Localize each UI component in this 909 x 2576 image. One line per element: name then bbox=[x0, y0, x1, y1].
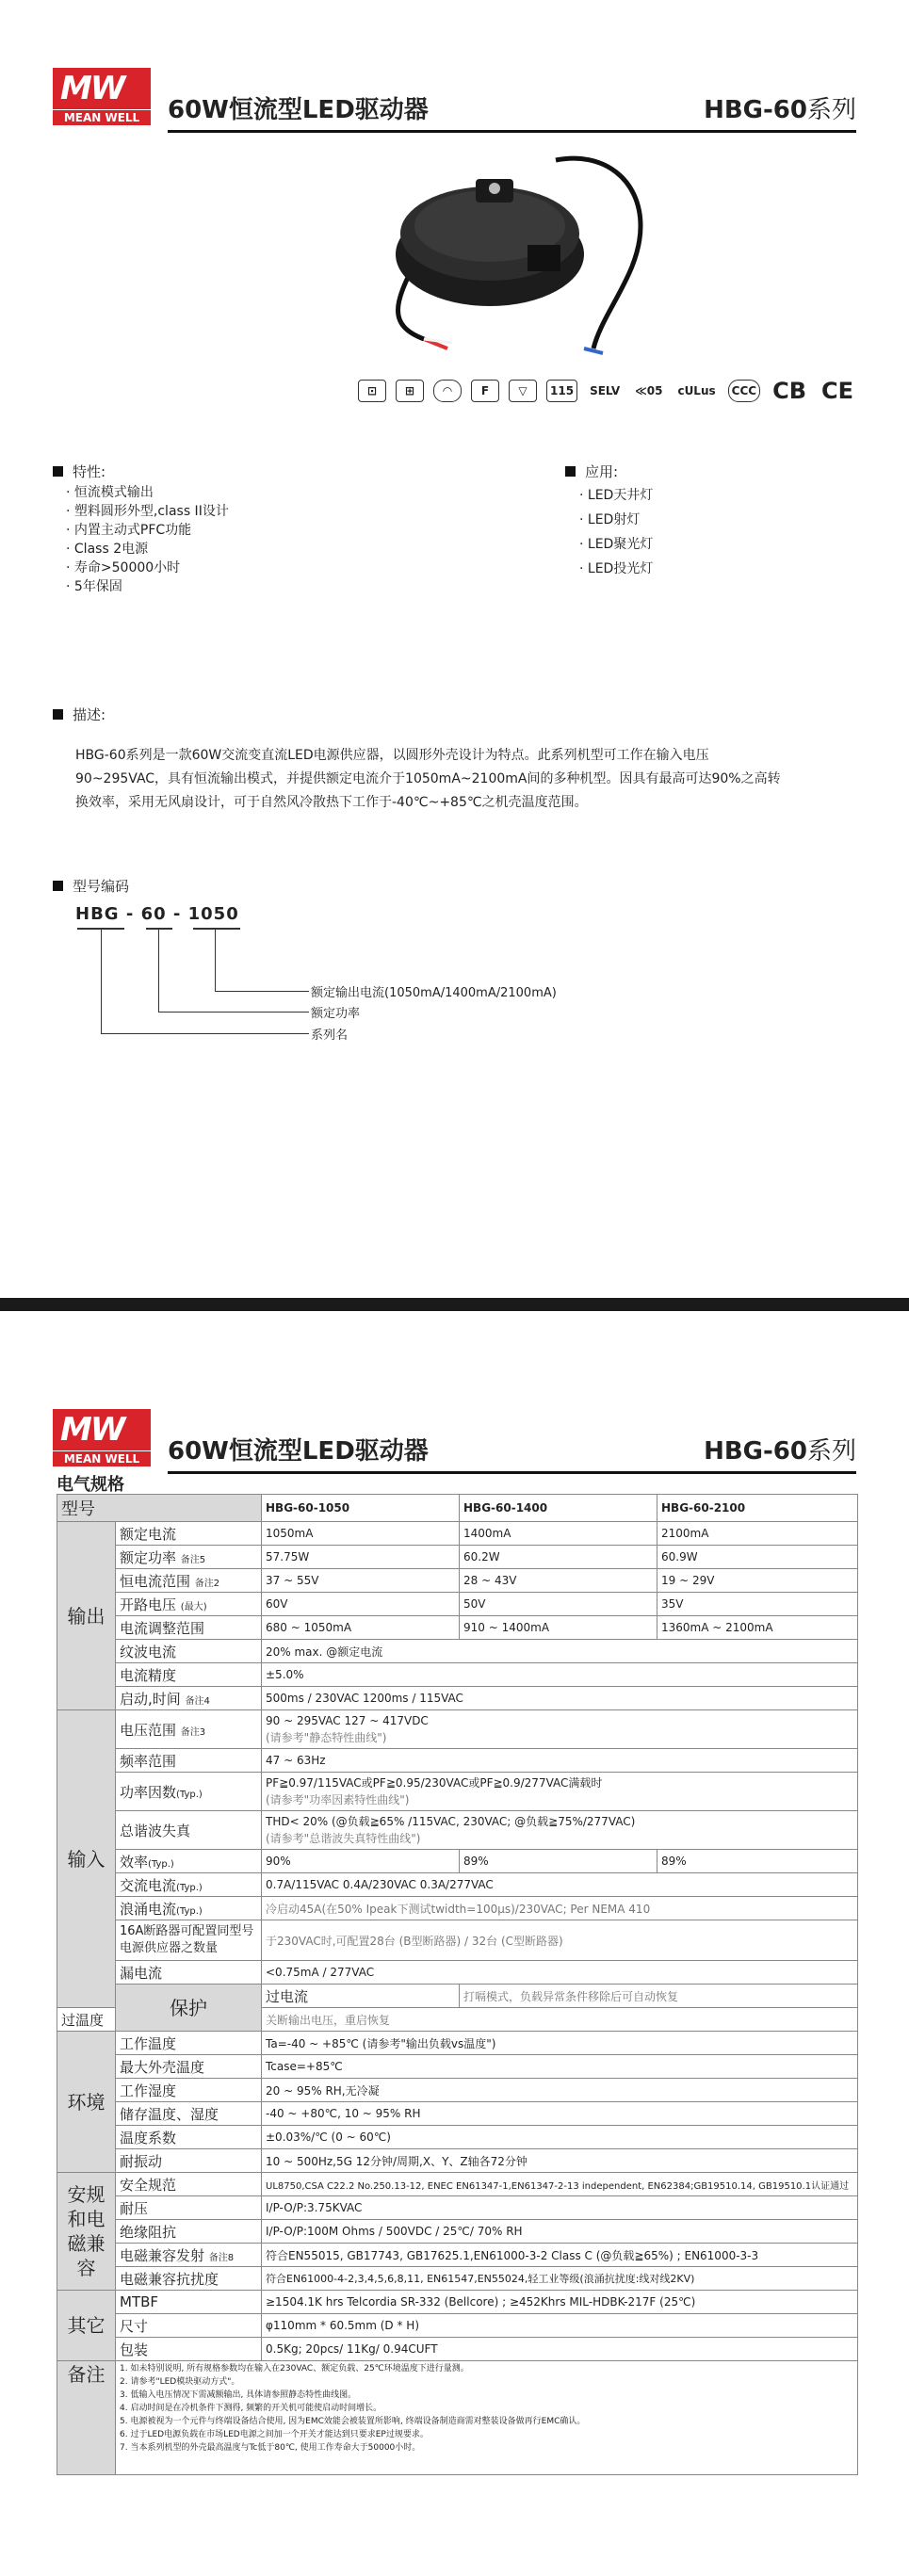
table-row: 其它 MTBF ≥1504.1K hrs Telcordia SR-332 (Bellcore) ; ≥452Khrs MIL-HDBK-217F (25℃) bbox=[57, 2291, 858, 2314]
row-label: 过电流 bbox=[262, 1985, 460, 2008]
table-row: 功率因数(Typ.) PF≧0.97/115VAC或PF≧0.95/230VAC或PF≧0.9/277VAC满载时 (请参考"功率因素特性曲线") bbox=[57, 1773, 858, 1811]
model-code: HBG - 60 - 1050 bbox=[75, 904, 239, 924]
table-row: 储存温度、湿度 -40 ~ +80℃, 10 ~ 95% RH bbox=[57, 2102, 858, 2126]
cert-mark: CCC bbox=[728, 380, 760, 402]
table-row: 开路电压 (最大) 60V 50V 35V bbox=[57, 1593, 858, 1616]
cert-mark: ≪05 bbox=[635, 384, 663, 397]
cert-mark: CB bbox=[772, 378, 806, 404]
group-others: 其它 bbox=[57, 2291, 116, 2361]
table-row: 电流调整范围 680 ~ 1050mA 910 ~ 1400mA 1360mA ~ 2100mA bbox=[57, 1616, 858, 1640]
table-row: 保护 过电流 打嗝模式，负载异常条件移除后可自动恢复 bbox=[57, 1985, 858, 2008]
row-label: 温度系数 bbox=[116, 2126, 262, 2149]
table-row: 恒电流范围 备注2 37 ~ 55V 28 ~ 43V 19 ~ 29V bbox=[57, 1569, 858, 1593]
row-label: 额定功率 备注5 bbox=[116, 1546, 262, 1569]
page-title: 60W恒流型LED驱动器 bbox=[168, 96, 429, 124]
table-row: 耐振动 10 ~ 500Hz,5G 12分钟/周期,X、Y、Z轴各72分钟 bbox=[57, 2149, 858, 2173]
cert-mark: cULus bbox=[677, 384, 716, 397]
spec-table bbox=[57, 1494, 858, 2475]
group-notes: 备注 bbox=[57, 2361, 116, 2475]
group-environment: 环境 bbox=[57, 2032, 116, 2173]
row-label: 开路电压 (最大) bbox=[116, 1593, 262, 1616]
row-label: 额定电流 bbox=[116, 1522, 262, 1546]
list-item: · 内置主动式PFC功能 bbox=[66, 521, 229, 540]
table-row: 启动,时间 备注4 500ms / 230VAC 1200ms / 115VAC bbox=[57, 1687, 858, 1710]
model-name: HBG-60-1050 bbox=[262, 1495, 460, 1522]
row-label: 漏电流 bbox=[116, 1961, 262, 1985]
list-item: · LED天井灯 bbox=[579, 483, 653, 508]
mean-well-logo: MW MEAN WELL bbox=[53, 1409, 151, 1467]
certification-marks bbox=[358, 380, 856, 402]
table-row: 输出 额定电流 1050mA 1400mA 2100mA bbox=[57, 1522, 858, 1546]
model-name: HBG-60-1400 bbox=[460, 1495, 657, 1522]
row-label: 16A断路器可配置同型号电源供应器之数量 bbox=[116, 1920, 262, 1961]
table-row: 工作湿度 20 ~ 95% RH,无冷凝 bbox=[57, 2079, 858, 2102]
table-row: 绝缘阻抗 I/P-O/P:100M Ohms / 500VDC / 25℃/ 70% RH bbox=[57, 2220, 858, 2244]
row-label: 效率(Typ.) bbox=[116, 1850, 262, 1873]
applications-list bbox=[579, 483, 653, 581]
table-row: 最大外壳温度 Tcase=+85℃ bbox=[57, 2055, 858, 2079]
cert-mark: SELV bbox=[590, 384, 621, 397]
table-row: 电磁兼容抗扰度 符合EN61000-4-2,3,4,5,6,8,11, EN61547,EN55024,轻工业等级(浪涌抗扰度:线对线2KV) bbox=[57, 2267, 858, 2291]
group-input: 输入 bbox=[57, 1710, 116, 2008]
table-row: 电流精度 ±5.0% bbox=[57, 1663, 858, 1687]
table-row: 漏电流 <0.75mA / 277VAC bbox=[57, 1961, 858, 1985]
table-row: 温度系数 ±0.03%/℃ (0 ~ 60℃) bbox=[57, 2126, 858, 2149]
cert-mark: ⊡ bbox=[358, 380, 386, 402]
datasheet-page-2 bbox=[0, 1311, 909, 2576]
list-item: · 恒流模式输出 bbox=[66, 483, 229, 502]
description-text: HBG-60系列是一款60W交流变直流LED电源供应器，以圆形外壳设计为特点。此系列机型可工作在输入电压90~295VAC，具有恒流输出模式，并提供额定电流介于1050mA~2100mA间的多种机型。因具有最高可达90%之高转换效率，采用无风扇设计，可于自然风冷散热下工作于-40℃~+85℃之机壳温度范围。 bbox=[75, 748, 781, 810]
list-item: · 寿命>50000小时 bbox=[66, 559, 229, 577]
page-header bbox=[53, 58, 856, 124]
list-item: · 塑料圆形外型,class II设计 bbox=[66, 502, 229, 521]
row-label: 安全规范 bbox=[116, 2173, 262, 2196]
model-encoding-title: 型号编码 bbox=[53, 876, 129, 896]
row-label: 总谐波失真 bbox=[116, 1811, 262, 1850]
series-name: HBG-60系列 bbox=[704, 96, 856, 124]
row-label: 工作温度 bbox=[116, 2032, 262, 2055]
cert-mark: ⊞ bbox=[396, 380, 424, 402]
notes-list: 1. 如未特别说明, 所有规格参数均在输入在230VAC、额定负载、25℃环境温度下进行量测。 2. 请参考"LED模块驱动方式"。 3. 低输入电压情况下需减额输出, 具体请参照静态特性曲线图。 4. 启动时间是在冷机条件下测得, 频繁的开关机可能使启动时间增长。 5. 电源被视为一个元件与终端设备结合使用, 因为EMC效能会被装置所影响, 终端设备制造商需对整装设备做再行EMC确认。 6. 过于LED电源负载在市场LED电源之间加一个开关才能达到只要求EP过规要求。 7. 当本系列机型的外壳最高温度与Tc低于80℃, 使用工作寿命大于50000小时。 bbox=[116, 2361, 858, 2475]
table-row: 频率范围 47 ~ 63Hz bbox=[57, 1749, 858, 1773]
row-label: 电流调整范围 bbox=[116, 1616, 262, 1640]
cert-mark: 115 bbox=[546, 380, 577, 402]
product-image bbox=[358, 122, 678, 362]
table-row bbox=[57, 2361, 858, 2475]
list-item: · LED射灯 bbox=[579, 508, 653, 532]
table-row: 尺寸 φ110mm * 60.5mm (D * H) bbox=[57, 2314, 858, 2338]
row-label: 尺寸 bbox=[116, 2314, 262, 2338]
model-header: 型号 bbox=[57, 1495, 262, 1522]
table-row: 效率(Typ.) 90% 89% 89% bbox=[57, 1850, 858, 1873]
list-item: · LED投光灯 bbox=[579, 557, 653, 581]
cert-mark: F bbox=[471, 380, 499, 402]
row-label: 纹波电流 bbox=[116, 1640, 262, 1663]
description-title: 描述: bbox=[53, 705, 106, 724]
table-row: 过温度 关断输出电压，重启恢复 bbox=[57, 2008, 858, 2032]
row-label: 储存温度、湿度 bbox=[116, 2102, 262, 2126]
row-label: 电磁兼容发射 备注8 bbox=[116, 2244, 262, 2267]
page-header bbox=[53, 1400, 856, 1466]
list-item: · 5年保固 bbox=[66, 577, 229, 596]
table-row: 16A断路器可配置同型号电源供应器之数量 于230VAC时,可配置28台 (B型断路器) / 32台 (C型断路器) bbox=[57, 1920, 858, 1961]
row-label: 电压范围 备注3 bbox=[116, 1710, 262, 1749]
table-row: 交流电流(Typ.) 0.7A/115VAC 0.4A/230VAC 0.3A/277VAC bbox=[57, 1873, 858, 1897]
group-safety-emc: 安规和电磁兼容 bbox=[57, 2173, 116, 2291]
page-separator bbox=[0, 1298, 909, 1311]
row-label: 最大外壳温度 bbox=[116, 2055, 262, 2079]
table-row: 安规和电磁兼容 安全规范 UL8750,CSA C22.2 No.250.13-12, ENEC EN61347-1,EN61347-2-13 independent, EN62384;GB19510.14, GB19510.1认证通过 bbox=[57, 2173, 858, 2196]
row-label: 功率因数(Typ.) bbox=[116, 1773, 262, 1811]
cert-mark: ▽ bbox=[509, 380, 537, 402]
row-label: 耐压 bbox=[116, 2196, 262, 2220]
table-row: 包装 0.5Kg; 20pcs/ 11Kg/ 0.94CUFT bbox=[57, 2338, 858, 2361]
table-row: 耐压 I/P-O/P:3.75KVAC bbox=[57, 2196, 858, 2220]
row-label: 工作湿度 bbox=[116, 2079, 262, 2102]
table-row: 电磁兼容发射 备注8 符合EN55015, GB17743, GB17625.1,EN61000-3-2 Class C (@负载≧65%) ; EN61000-3-3 bbox=[57, 2244, 858, 2267]
cert-mark: ◠ bbox=[433, 380, 462, 402]
features-title: 特性: bbox=[53, 462, 106, 481]
group-protection: 保护 bbox=[116, 1985, 262, 2032]
encoding-label: 额定功率 bbox=[311, 1007, 361, 1021]
group-output: 输出 bbox=[57, 1522, 116, 1710]
row-label: 耐振动 bbox=[116, 2149, 262, 2173]
table-row bbox=[57, 1495, 858, 1522]
row-label: 电磁兼容抗扰度 bbox=[116, 2267, 262, 2291]
header-rule bbox=[168, 1471, 856, 1474]
list-item: · Class 2电源 bbox=[66, 540, 229, 559]
table-row: 浪涌电流(Typ.) 冷启动45A(在50% Ipeak下测试twidth=100μs)/230VAC; Per NEMA 410 bbox=[57, 1897, 858, 1920]
page-title: 60W恒流型LED驱动器 bbox=[168, 1437, 429, 1466]
table-row: 输入 电压范围 备注3 90 ~ 295VAC 127 ~ 417VDC (请参考"静态特性曲线") bbox=[57, 1710, 858, 1749]
table-row: 总谐波失真 THD< 20% (@负载≧65% /115VAC, 230VAC; @负载≧75%/277VAC) (请参考"总谐波失真特性曲线") bbox=[57, 1811, 858, 1850]
applications-title: 应用: bbox=[565, 462, 618, 481]
table-row: 环境 工作温度 Ta=-40 ~ +85℃ (请参考"输出负载vs温度") bbox=[57, 2032, 858, 2055]
cert-mark: CE bbox=[820, 378, 853, 404]
row-label: 频率范围 bbox=[116, 1749, 262, 1773]
spec-section-title: 电气规格 bbox=[57, 1475, 124, 1495]
features-list bbox=[66, 483, 229, 596]
row-label: 恒电流范围 备注2 bbox=[116, 1569, 262, 1593]
row-label: 电流精度 bbox=[116, 1663, 262, 1687]
encoding-label: 系列名 bbox=[311, 1029, 349, 1043]
encoding-label: 额定输出电流(1050mA/1400mA/2100mA) bbox=[311, 986, 557, 1000]
mean-well-logo: MW MEAN WELL bbox=[53, 68, 151, 126]
table-row: 纹波电流 20% max. @额定电流 bbox=[57, 1640, 858, 1663]
row-label: MTBF bbox=[116, 2291, 262, 2314]
row-label: 绝缘阻抗 bbox=[116, 2220, 262, 2244]
row-label: 启动,时间 备注4 bbox=[116, 1687, 262, 1710]
row-label: 交流电流(Typ.) bbox=[116, 1873, 262, 1897]
row-label: 浪涌电流(Typ.) bbox=[116, 1897, 262, 1920]
model-name: HBG-60-2100 bbox=[657, 1495, 858, 1522]
list-item: · LED聚光灯 bbox=[579, 532, 653, 557]
table-row: 额定功率 备注5 57.75W 60.2W 60.9W bbox=[57, 1546, 858, 1569]
row-label: 过温度 bbox=[57, 2008, 116, 2032]
series-name: HBG-60系列 bbox=[704, 1437, 856, 1466]
row-label: 包装 bbox=[116, 2338, 262, 2361]
